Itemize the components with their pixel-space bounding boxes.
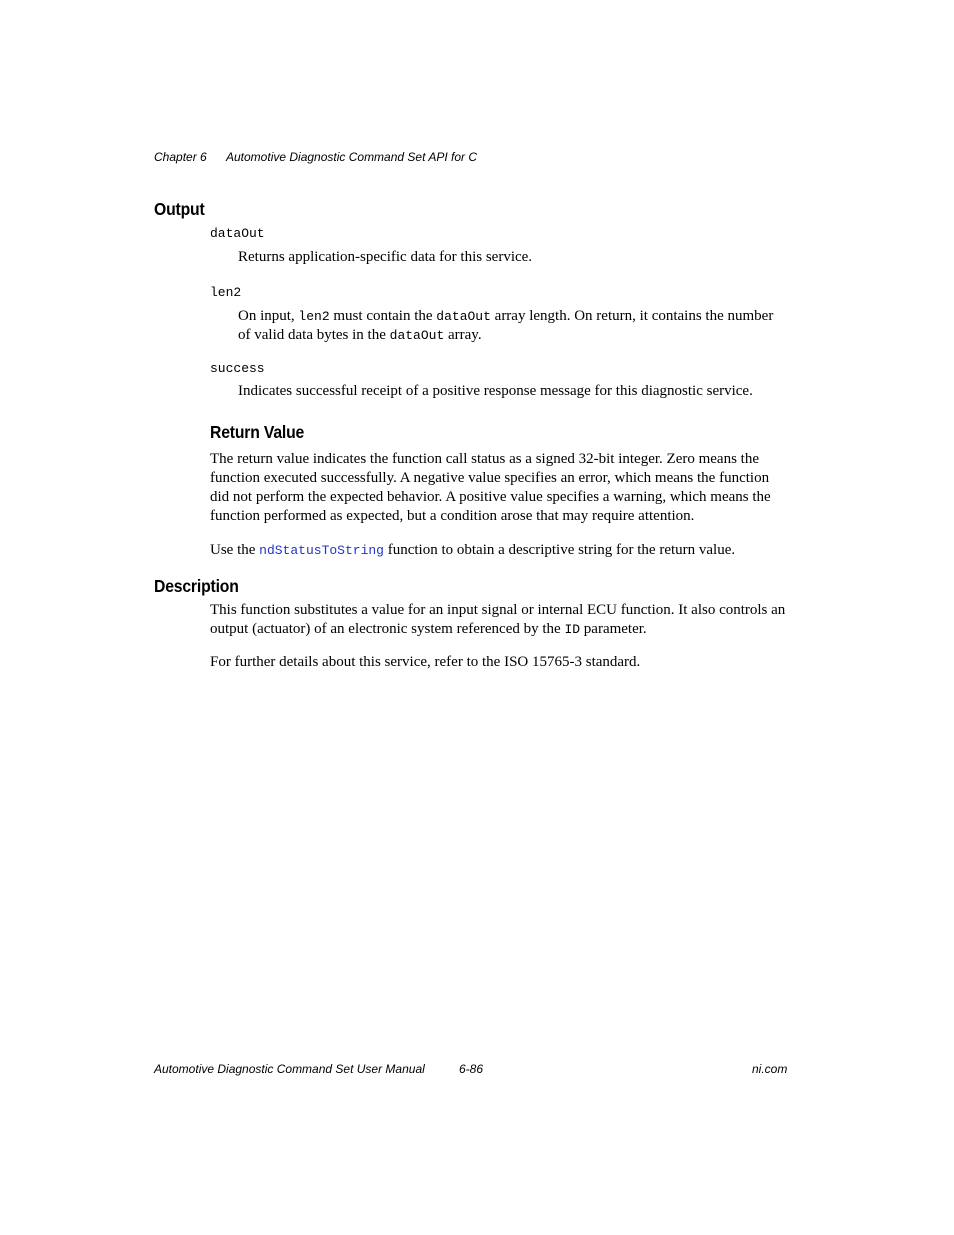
link-ndstatustostring[interactable]: ndStatusToString xyxy=(259,543,384,558)
running-header xyxy=(154,150,477,164)
chapter-label: Chapter 6 xyxy=(154,150,207,164)
param-desc-len2: On input, len2 must contain the dataOut array length. On return, it contains the number of valid data bytes in the dataOut array. xyxy=(238,308,774,343)
chapter-title: Automotive Diagnostic Command Set API for C xyxy=(226,150,477,164)
code-dataout: dataOut xyxy=(436,309,491,324)
param-name-dataout: dataOut xyxy=(210,226,265,241)
return-value-paragraph: The return value indicates the function call status as a signed 32-bit integer. Zero means the function executed successfully. A negative value specifies an error, which means the function did not perform the expected behavior. A positive value specifies a warning, which means the function performed as expected, but a condition arose that may require attention. xyxy=(210,451,771,524)
footer-site: ni.com xyxy=(752,1062,788,1076)
param-desc-success: Indicates successful receipt of a positive response message for this diagnostic service. xyxy=(238,383,753,399)
param-desc-dataout: Returns application-specific data for this service. xyxy=(238,249,533,265)
section-heading-return-value: Return Value xyxy=(210,422,305,442)
param-name-success: success xyxy=(210,361,265,376)
description-reference: For further details about this service, refer to the ISO 15765-3 standard. xyxy=(210,654,641,670)
code-id: ID xyxy=(564,622,581,637)
code-len2: len2 xyxy=(298,309,330,324)
code-dataout: dataOut xyxy=(389,328,445,343)
footer-manual-title: Automotive Diagnostic Command Set User Manual xyxy=(154,1062,425,1076)
description-paragraph: This function substitutes a value for an input signal or internal ECU function. It also controls an output (actuator) of an electronic system referenced by the ID parameter. xyxy=(210,602,786,637)
section-heading-output: Output xyxy=(154,199,205,219)
footer-page-number: 6-86 xyxy=(459,1062,484,1076)
param-name-len2: len2 xyxy=(210,285,242,300)
return-value-usage: Use the ndStatusToString function to obtain a descriptive string for the return value. xyxy=(210,542,736,558)
section-heading-description: Description xyxy=(154,576,239,596)
